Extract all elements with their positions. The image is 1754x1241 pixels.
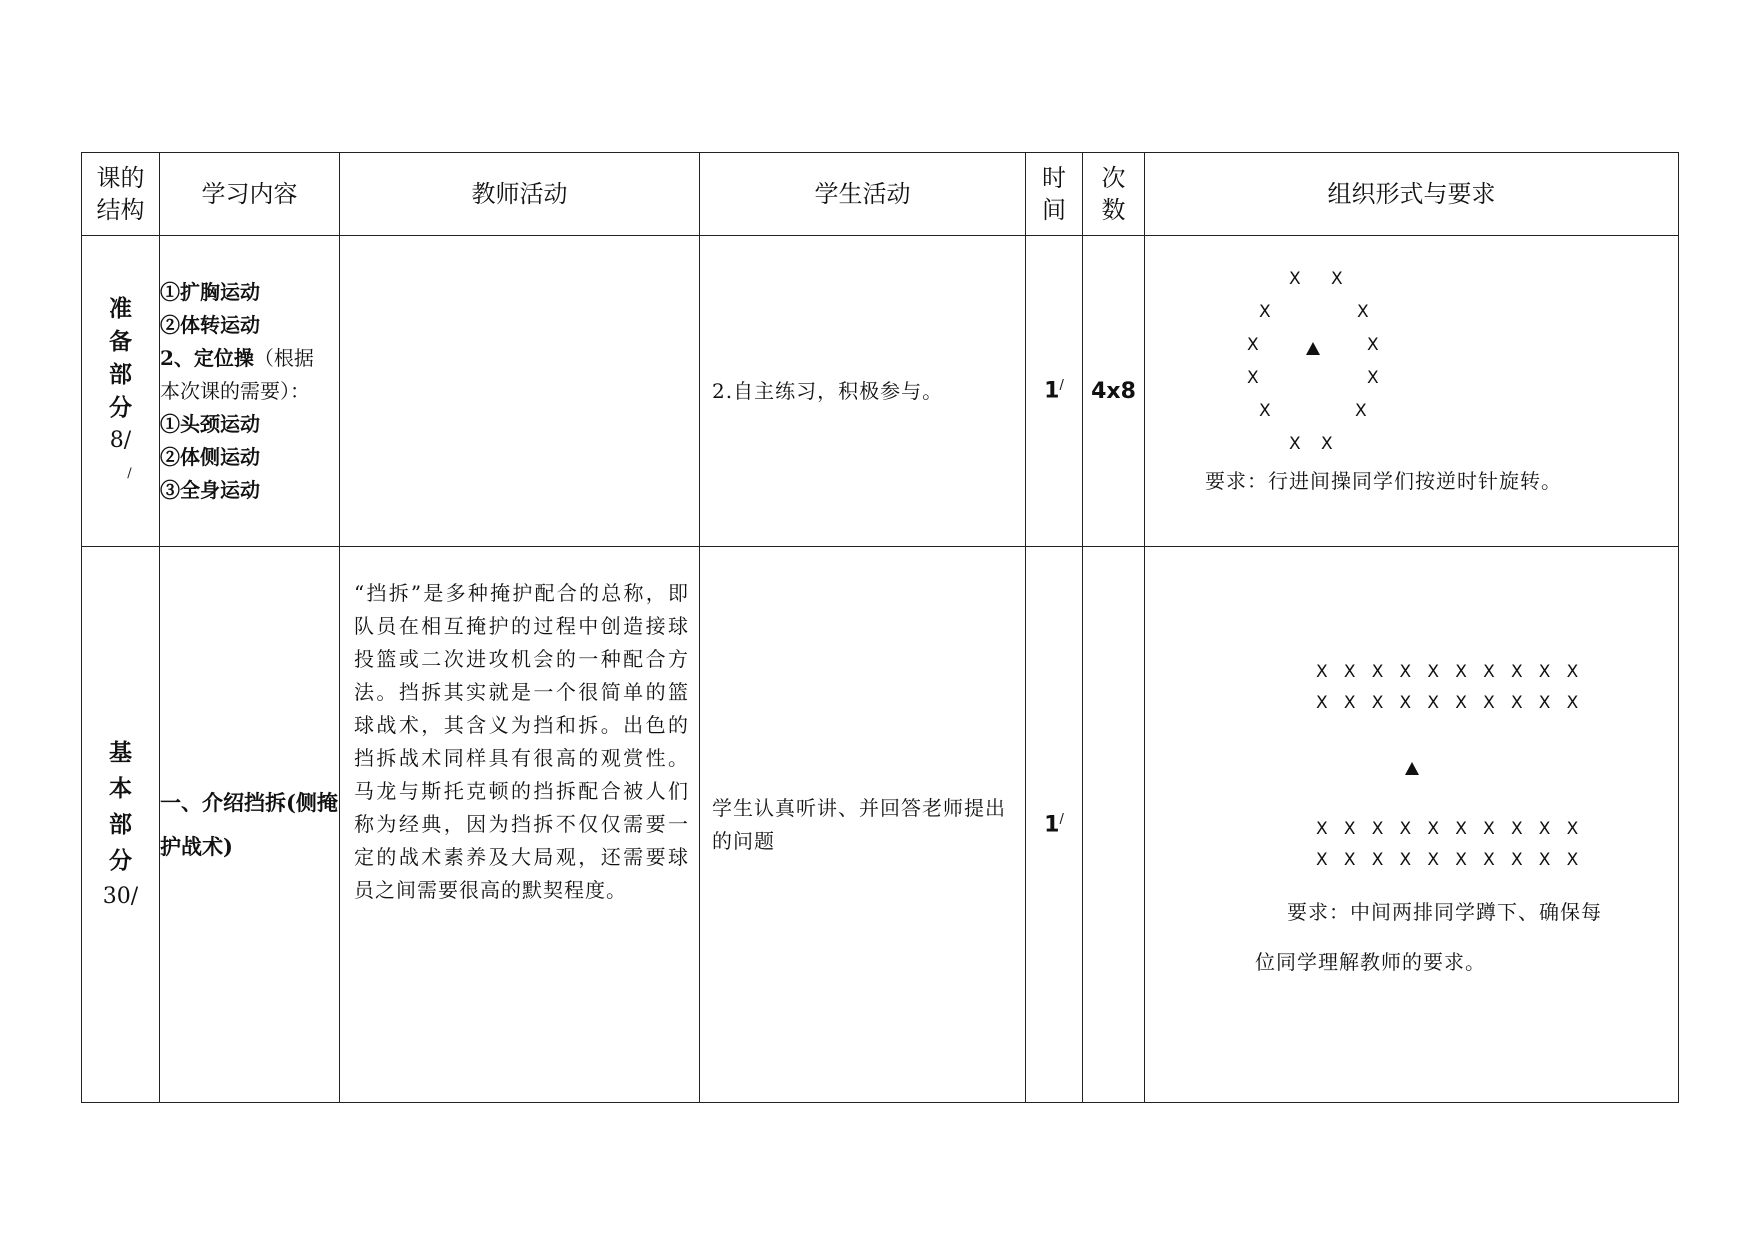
count-preparation: 4x8	[1083, 236, 1145, 547]
requirement-text: 要求：行进间操同学们按逆时针旋转。	[1205, 469, 1562, 493]
teacher-triangle-icon	[1306, 342, 1320, 355]
formation-row: X X X X X X X X X X	[1316, 693, 1584, 713]
formation-mark: X	[1289, 269, 1301, 289]
header-student: 学生活动	[700, 153, 1026, 236]
formation-mark: X	[1355, 401, 1367, 421]
formation-row: X X X X X X X X X X	[1316, 819, 1584, 839]
formation-mark: X	[1367, 368, 1379, 388]
content-main: 一、介绍挡拆(侧掩护战术)	[160, 547, 340, 1103]
formation-row: X X X X X X X X X X	[1316, 662, 1584, 682]
formation-mark: X	[1259, 401, 1271, 421]
formation-mark: X	[1367, 335, 1379, 355]
formation-mark: X	[1247, 335, 1259, 355]
lesson-plan-table	[81, 152, 1679, 1103]
student-preparation: 2.自主练习，积极参与。	[700, 236, 1026, 547]
table-row-preparation	[82, 236, 1679, 547]
formation-mark: X	[1331, 269, 1343, 289]
header-row	[82, 153, 1679, 236]
organization-main	[1145, 547, 1679, 1103]
header-content: 学习内容	[160, 153, 340, 236]
header-structure: 课的 结构	[82, 153, 160, 236]
requirement-text: 位同学理解教师的要求。	[1255, 950, 1486, 974]
formation-mark: X	[1321, 434, 1333, 454]
formation-mark: X	[1289, 434, 1301, 454]
content-preparation: ①扩胸运动 ②体转运动 2、定位操（根据 本次课的需要）： ①头颈运动 ②体侧运动 ③全身运动	[160, 236, 340, 547]
student-main: 学生认真听讲、并回答老师提出的问题	[700, 547, 1026, 1103]
requirement-text: 要求：中间两排同学蹲下、确保每	[1287, 900, 1602, 924]
count-main	[1083, 547, 1145, 1103]
section-preparation: 准 备 部 分 8/ /	[82, 236, 160, 547]
table-row-main	[82, 547, 1679, 1103]
teacher-main: “挡拆”是多种掩护配合的总称，即队员在相互掩护的过程中创造接球投篮或二次进攻机会的一种配合方法。挡拆其实就是一个很简单的篮球战术，其含义为挡和拆。出色的挡拆战术同样具有很高的观赏性。马龙与斯托克顿的挡拆配合被人们称为经典，因为挡拆不仅仅需要一定的战术素养及大局观，还需要球员之间需要很高的默契程度。	[340, 547, 700, 1103]
header-count: 次 数	[1083, 153, 1145, 236]
formation-mark: X	[1247, 368, 1259, 388]
time-preparation: 1/	[1026, 236, 1083, 547]
time-main: 1/	[1026, 547, 1083, 1103]
section-duration: 30/	[102, 883, 139, 909]
teacher-triangle-icon	[1405, 762, 1419, 775]
header-time: 时 间	[1026, 153, 1083, 236]
organization-preparation	[1145, 236, 1679, 547]
section-main: 基 本 部 分 30/	[82, 547, 160, 1103]
formation-mark: X	[1259, 302, 1271, 322]
formation-mark: X	[1357, 302, 1369, 322]
section-duration: 8/	[109, 428, 132, 453]
teacher-preparation	[340, 236, 700, 547]
header-teacher: 教师活动	[340, 153, 700, 236]
formation-row: X X X X X X X X X X	[1316, 850, 1584, 870]
header-organization: 组织形式与要求	[1145, 153, 1679, 236]
